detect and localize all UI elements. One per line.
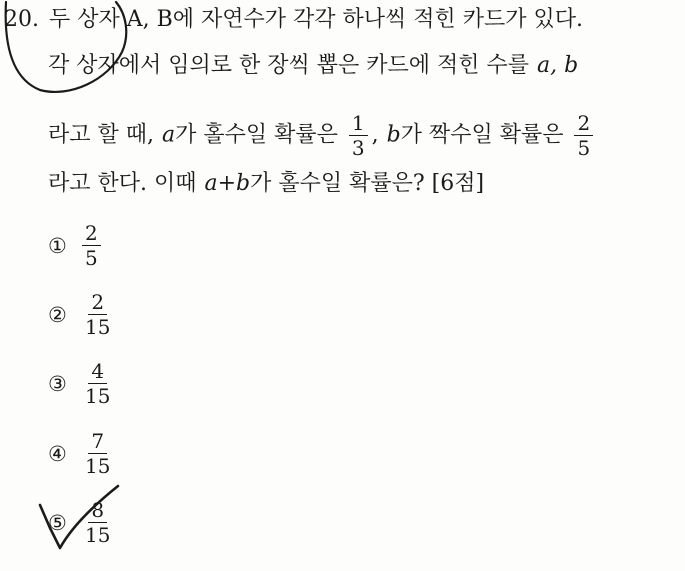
choice-3[interactable] (48, 360, 117, 407)
choice-2[interactable] (48, 291, 117, 338)
problem-text-3a: 라고 할 때, (48, 122, 154, 148)
problem-text-1: 두 상자 A, B에 자연수가 각각 하나씩 적힌 카드가 있다. (49, 7, 584, 32)
comma: , (371, 122, 379, 148)
fraction-numerator: 7 (88, 430, 107, 454)
problem-number: 20. (4, 7, 39, 32)
fraction-one-third (349, 112, 368, 159)
problem-text-3b: 가 홀수일 확률은 (175, 122, 338, 148)
choice-marker: ④ (48, 441, 67, 466)
choice-fraction (82, 360, 113, 407)
fraction-denominator: 15 (85, 454, 111, 478)
variable-b: b (386, 122, 401, 148)
fraction-numerator: 8 (88, 499, 107, 523)
fraction-denominator: 5 (85, 246, 98, 270)
choice-marker: ① (48, 233, 67, 258)
fraction-numerator: 2 (88, 291, 107, 315)
fraction-numerator: 2 (82, 222, 101, 246)
choice-marker: ② (48, 302, 67, 327)
fraction-numerator: 1 (349, 112, 368, 136)
fraction-denominator: 15 (85, 523, 111, 547)
variable-a: a (162, 122, 176, 148)
choice-fraction (82, 222, 101, 269)
choice-fraction (82, 291, 113, 338)
problem-text-2: 각 상자에서 임의로 한 장씩 뽑은 카드에 적힌 수를 (48, 53, 529, 78)
problem-text-3c: 가 짝수일 확률은 (400, 122, 564, 148)
problem-text-4a: 라고 한다. 이때 (48, 171, 197, 196)
choice-fraction (82, 430, 113, 477)
fraction-numerator: 2 (574, 112, 593, 136)
choice-1[interactable] (48, 222, 105, 269)
choice-marker: ③ (48, 371, 67, 396)
problem-line-4 (48, 170, 484, 198)
problem-text-4b: 가 홀수일 확률은? [6점] (250, 171, 485, 196)
fraction-two-fifths (574, 112, 593, 159)
variables-a-b: a, b (537, 53, 579, 78)
fraction-numerator: 4 (88, 360, 107, 384)
fraction-denominator: 15 (85, 315, 111, 339)
fraction-denominator: 15 (85, 384, 111, 408)
fraction-denominator: 3 (351, 136, 365, 160)
problem-line-3 (48, 112, 597, 159)
expression-a-plus-b: a+b (204, 171, 251, 196)
fraction-denominator: 5 (577, 136, 591, 160)
problem-line-2 (48, 52, 578, 80)
choice-marker: ⑤ (48, 510, 67, 535)
choice-fraction (82, 499, 113, 546)
choice-4[interactable] (48, 430, 117, 477)
problem-line-1 (4, 6, 583, 34)
choice-5[interactable] (48, 499, 117, 546)
